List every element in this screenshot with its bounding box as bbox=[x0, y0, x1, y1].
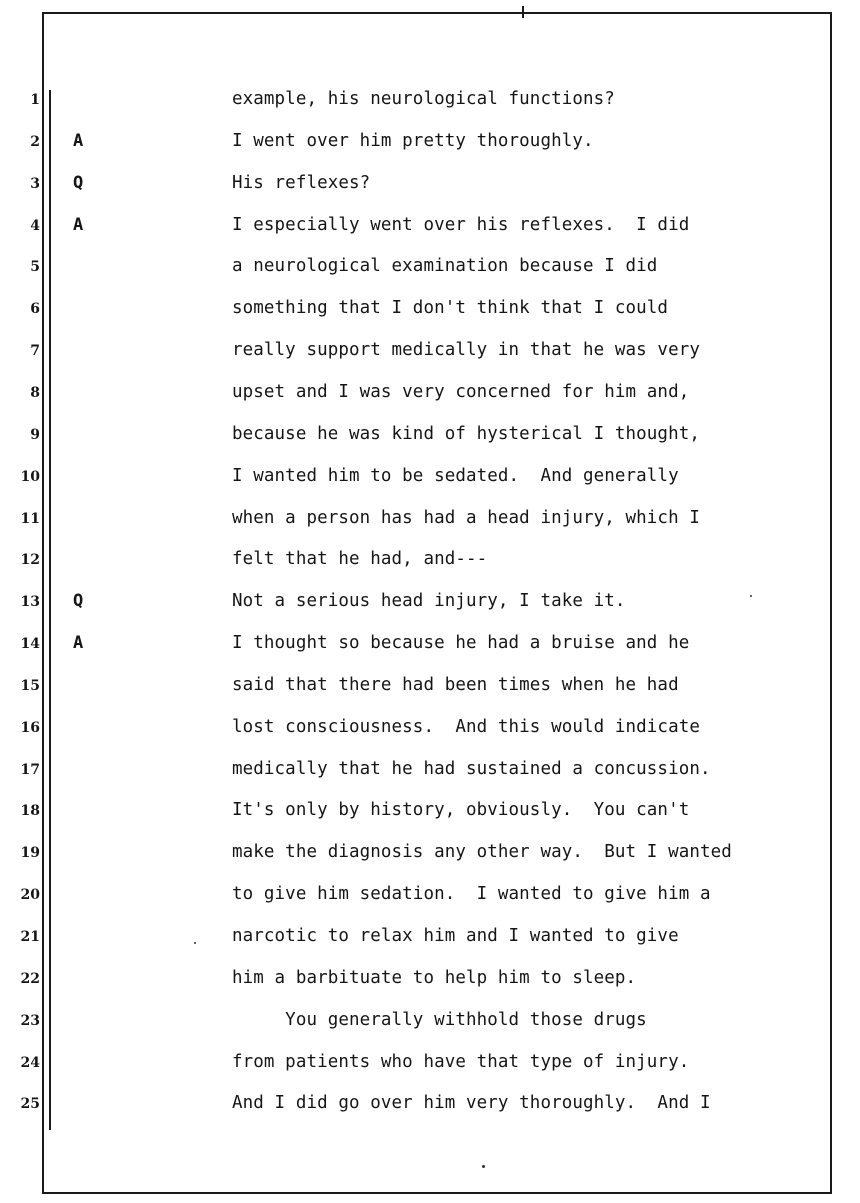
line-number: 4 bbox=[30, 217, 40, 234]
transcript-line bbox=[0, 173, 860, 209]
line-text: really support medically in that he was very bbox=[232, 340, 700, 361]
line-number: 5 bbox=[30, 259, 40, 276]
transcript-line bbox=[0, 256, 860, 292]
line-text: make the diagnosis any other way. But I wanted bbox=[232, 842, 732, 863]
line-text: Not a serious head injury, I take it. bbox=[232, 591, 626, 612]
line-number: 13 bbox=[20, 594, 40, 611]
line-text: I wanted him to be sedated. And generally bbox=[232, 465, 679, 486]
line-number: 25 bbox=[20, 1096, 40, 1113]
line-number: 3 bbox=[30, 175, 40, 192]
scan-speck bbox=[482, 1165, 485, 1168]
line-text: him a barbituate to help him to sleep. bbox=[232, 967, 637, 988]
line-text: when a person has had a head injury, which I bbox=[232, 507, 700, 528]
line-text: something that I don't think that I could bbox=[232, 298, 669, 319]
transcript-line bbox=[0, 800, 860, 836]
line-text: You generally withhold those drugs bbox=[232, 1009, 647, 1030]
transcript-line bbox=[0, 884, 860, 920]
line-text: said that there had been times when he had bbox=[232, 674, 679, 695]
transcript-line bbox=[0, 717, 860, 753]
line-number: 11 bbox=[20, 510, 40, 527]
transcript-line bbox=[0, 759, 860, 795]
line-text: It's only by history, obviously. You can't bbox=[232, 800, 690, 821]
transcript-line bbox=[0, 424, 860, 460]
line-text: from patients who have that type of injury. bbox=[232, 1051, 690, 1072]
line-number: 10 bbox=[20, 468, 40, 485]
transcript-line bbox=[0, 340, 860, 376]
line-number: 2 bbox=[30, 133, 40, 150]
transcript-line bbox=[0, 549, 860, 585]
line-text: upset and I was very concerned for him and, bbox=[232, 381, 690, 402]
transcript-line bbox=[0, 89, 860, 125]
line-number: 15 bbox=[20, 677, 40, 694]
transcript-line bbox=[0, 1010, 860, 1046]
scan-speck bbox=[750, 595, 752, 597]
transcript-line bbox=[0, 633, 860, 669]
line-number: 16 bbox=[20, 719, 40, 736]
line-text: I thought so because he had a bruise and he bbox=[232, 633, 690, 654]
line-text: And I did go over him very thoroughly. And I bbox=[232, 1093, 711, 1114]
speaker-label: Q bbox=[73, 591, 84, 612]
transcript-line bbox=[0, 466, 860, 502]
line-text: narcotic to relax him and I wanted to give bbox=[232, 926, 679, 946]
line-number: 12 bbox=[20, 552, 40, 569]
transcript-line bbox=[0, 508, 860, 544]
line-number: 7 bbox=[30, 343, 40, 360]
transcript-line bbox=[0, 591, 860, 627]
line-text: I went over him pretty thoroughly. bbox=[232, 130, 594, 151]
speaker-label: Q bbox=[73, 172, 84, 193]
line-text: felt that he had, and--- bbox=[232, 549, 488, 570]
line-number: 6 bbox=[30, 301, 40, 318]
line-text: example, his neurological functions? bbox=[232, 89, 615, 109]
line-text: a neurological examination because I did bbox=[232, 256, 658, 277]
transcript-line bbox=[0, 215, 860, 251]
line-text: lost consciousness. And this would indicate bbox=[232, 716, 700, 737]
speaker-label: A bbox=[73, 214, 84, 235]
transcript-line bbox=[0, 382, 860, 418]
line-number: 20 bbox=[20, 887, 40, 904]
transcript-line bbox=[0, 298, 860, 334]
line-text: to give him sedation. I wanted to give him a bbox=[232, 884, 711, 905]
line-text: because he was kind of hysterical I thought, bbox=[232, 423, 700, 444]
line-number: 21 bbox=[20, 929, 40, 945]
scan-speck bbox=[194, 942, 196, 944]
line-number: 23 bbox=[20, 1012, 40, 1029]
line-text: His reflexes? bbox=[232, 172, 371, 193]
transcript-line bbox=[0, 1052, 860, 1088]
speaker-label: A bbox=[73, 130, 84, 151]
line-text: I especially went over his reflexes. I did bbox=[232, 214, 690, 235]
line-number: 8 bbox=[30, 384, 40, 401]
line-number: 1 bbox=[30, 92, 40, 108]
page-top-tick bbox=[522, 6, 524, 18]
transcript-line bbox=[0, 968, 860, 1004]
line-number: 22 bbox=[20, 970, 40, 987]
line-number: 24 bbox=[20, 1054, 40, 1071]
speaker-label: A bbox=[73, 633, 84, 654]
transcript-line bbox=[0, 842, 860, 878]
line-number: 14 bbox=[20, 636, 40, 653]
transcript-line bbox=[0, 1093, 860, 1129]
line-number: 19 bbox=[20, 845, 40, 862]
line-number: 17 bbox=[20, 761, 40, 778]
transcript-line bbox=[0, 131, 860, 167]
transcript-line bbox=[0, 675, 860, 711]
line-number: 18 bbox=[20, 803, 40, 820]
transcript-line bbox=[0, 926, 860, 962]
line-number: 9 bbox=[30, 426, 40, 443]
line-text: medically that he had sustained a concussion. bbox=[232, 758, 711, 779]
